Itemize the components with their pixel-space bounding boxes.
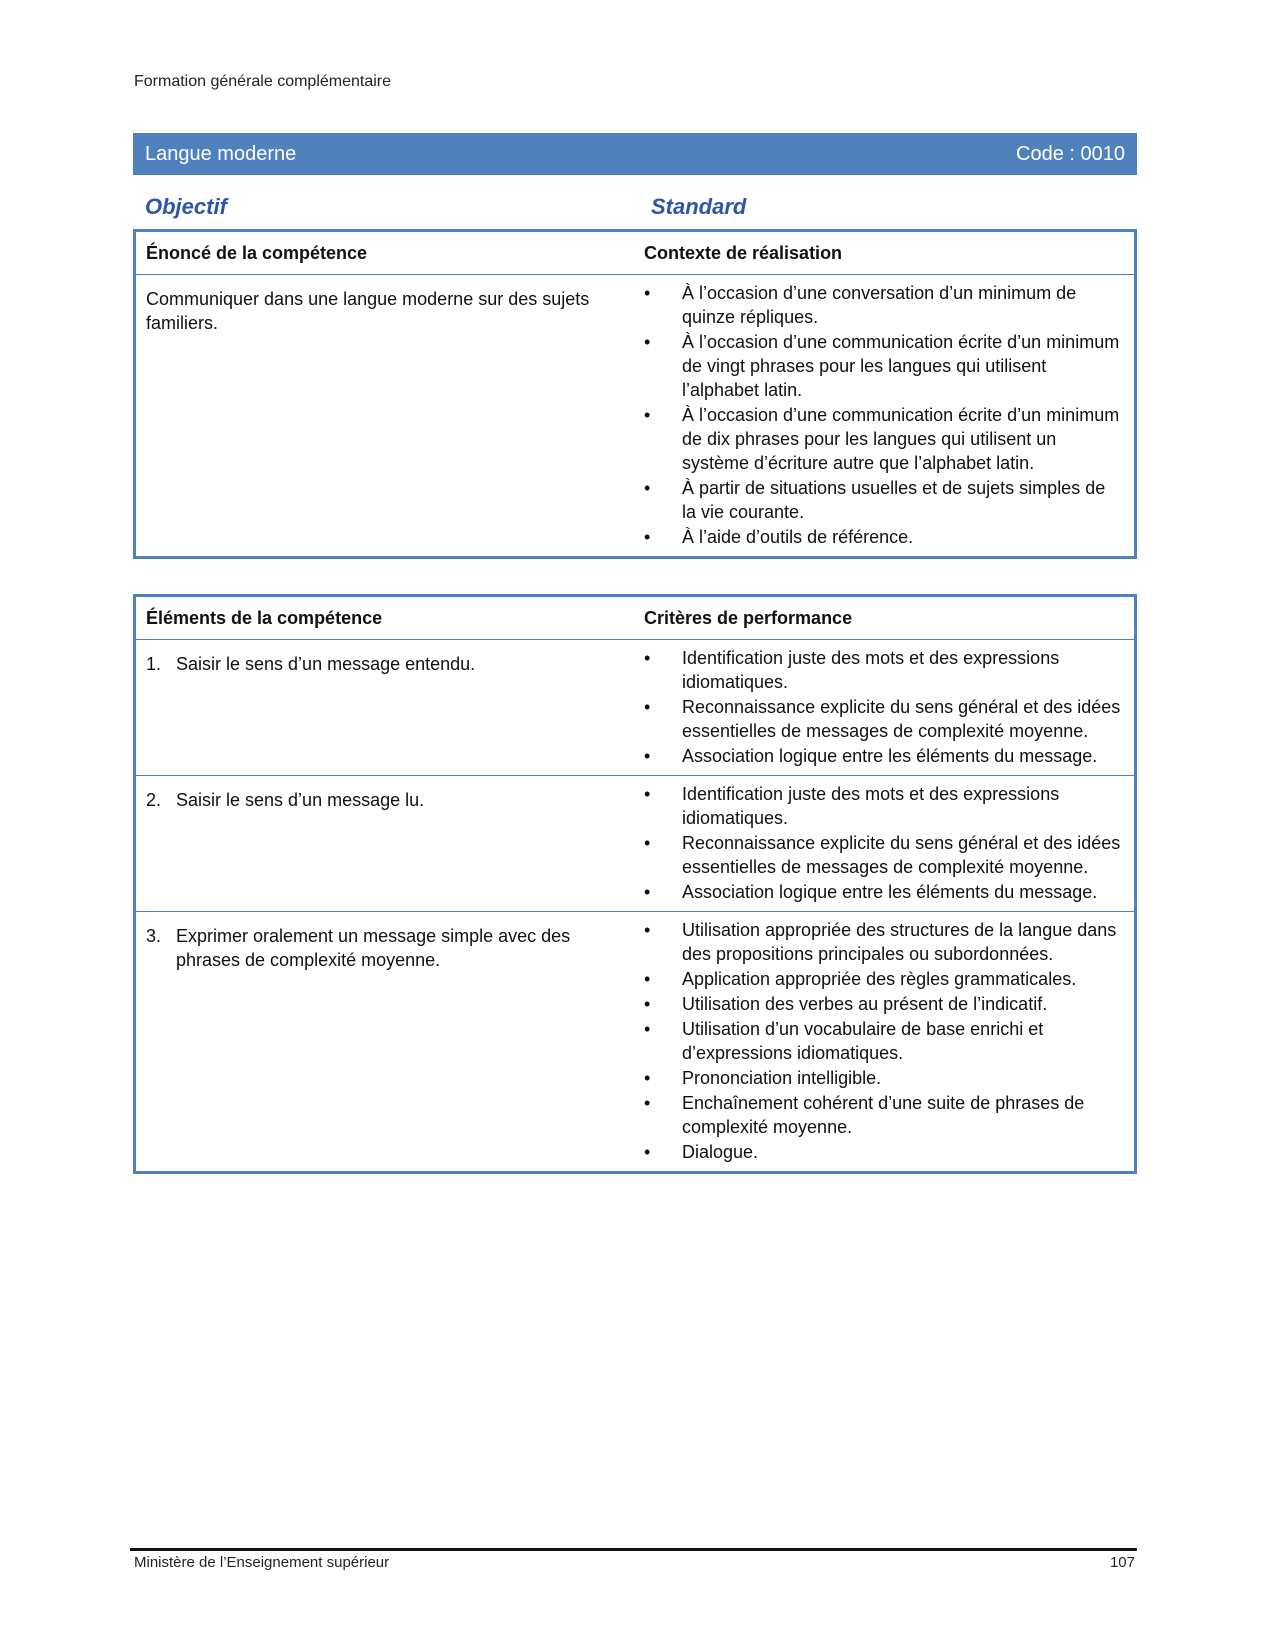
critere-item: • Identification juste des mots et des expressions idiomatiques. — [644, 646, 1124, 694]
element-text: Exprimer oralement un message simple avec des phrases de complexité moyenne. — [176, 926, 571, 970]
critere-item: • Identification juste des mots et des expressions idiomatiques. — [644, 782, 1124, 830]
competence-row — [136, 275, 1134, 556]
contexte-item: • À l’occasion d’une communication écrite d’un minimum de dix phrases pour les langues qui utilisent un système d’écriture autre que l’alphabet latin. — [644, 403, 1124, 475]
element-text: Saisir le sens d’un message entendu. — [176, 654, 476, 674]
course-code: Code : 0010 — [1016, 142, 1125, 165]
critere-item: • Reconnaissance explicite du sens général et des idées essentielles de messages de complexité moyenne. — [644, 831, 1124, 879]
footer-ministry: Ministère de l’Enseignement supérieur — [134, 1554, 390, 1571]
competence-table — [133, 229, 1137, 559]
criteres-list — [644, 918, 1124, 1164]
enonce-header: Énoncé de la compétence — [146, 242, 368, 263]
critere-item: • Application appropriée des règles grammaticales. — [644, 967, 1124, 991]
contexte-item: • À l’occasion d’une communication écrite d’un minimum de vingt phrases pour les langues qui utilisent l’alphabet latin. — [644, 330, 1124, 402]
elements-header-label: Éléments de la compétence — [146, 607, 383, 628]
contexte-item: • À l’occasion d’une conversation d’un minimum de quinze répliques. — [644, 281, 1124, 329]
contexte-header: Contexte de réalisation — [644, 242, 843, 263]
contexte-list — [644, 281, 1124, 549]
competence-header — [136, 232, 1134, 275]
element-row — [136, 640, 1134, 776]
element-number: 2. — [146, 790, 162, 810]
standard-label: Standard — [651, 194, 747, 219]
course-title: Langue moderne — [145, 142, 297, 165]
criteres-list — [644, 782, 1124, 904]
critere-item: • Prononciation intelligible. — [644, 1066, 1124, 1090]
critere-item: • Association logique entre les éléments du message. — [644, 880, 1124, 904]
critere-item: • Utilisation des verbes au présent de l’indicatif. — [644, 992, 1124, 1016]
elements-table — [133, 594, 1137, 1174]
contexte-item: • À l’aide d’outils de référence. — [644, 525, 1124, 549]
element-number: 1. — [146, 654, 162, 674]
title-band — [133, 133, 1137, 175]
contexte-item: • À partir de situations usuelles et de sujets simples de la vie courante. — [644, 476, 1124, 524]
elements-header — [136, 597, 1134, 640]
running-header: Formation générale complémentaire — [134, 73, 392, 90]
critere-item: • Dialogue. — [644, 1140, 1124, 1164]
enonce-text: Communiquer dans une langue moderne sur des sujets familiers. — [146, 289, 590, 333]
criteres-header: Critères de performance — [644, 607, 853, 628]
criteres-list — [644, 646, 1124, 768]
element-row — [136, 912, 1134, 1171]
objectif-label: Objectif — [145, 194, 227, 219]
critere-item: • Association logique entre les éléments du message. — [644, 744, 1124, 768]
element-number: 3. — [146, 926, 162, 946]
element-text: Saisir le sens d’un message lu. — [176, 790, 425, 810]
critere-item: • Utilisation d’un vocabulaire de base enrichi et d’expressions idiomatiques. — [644, 1017, 1124, 1065]
critere-item: • Reconnaissance explicite du sens général et des idées essentielles de messages de complexité moyenne. — [644, 695, 1124, 743]
footer-rule — [130, 1548, 1137, 1551]
critere-item: • Utilisation appropriée des structures de la langue dans des propositions principales ou subordonnées. — [644, 918, 1124, 966]
critere-item: • Enchaînement cohérent d’une suite de phrases de complexité moyenne. — [644, 1091, 1124, 1139]
element-row — [136, 776, 1134, 912]
page-number: 107 — [1109, 1554, 1135, 1571]
